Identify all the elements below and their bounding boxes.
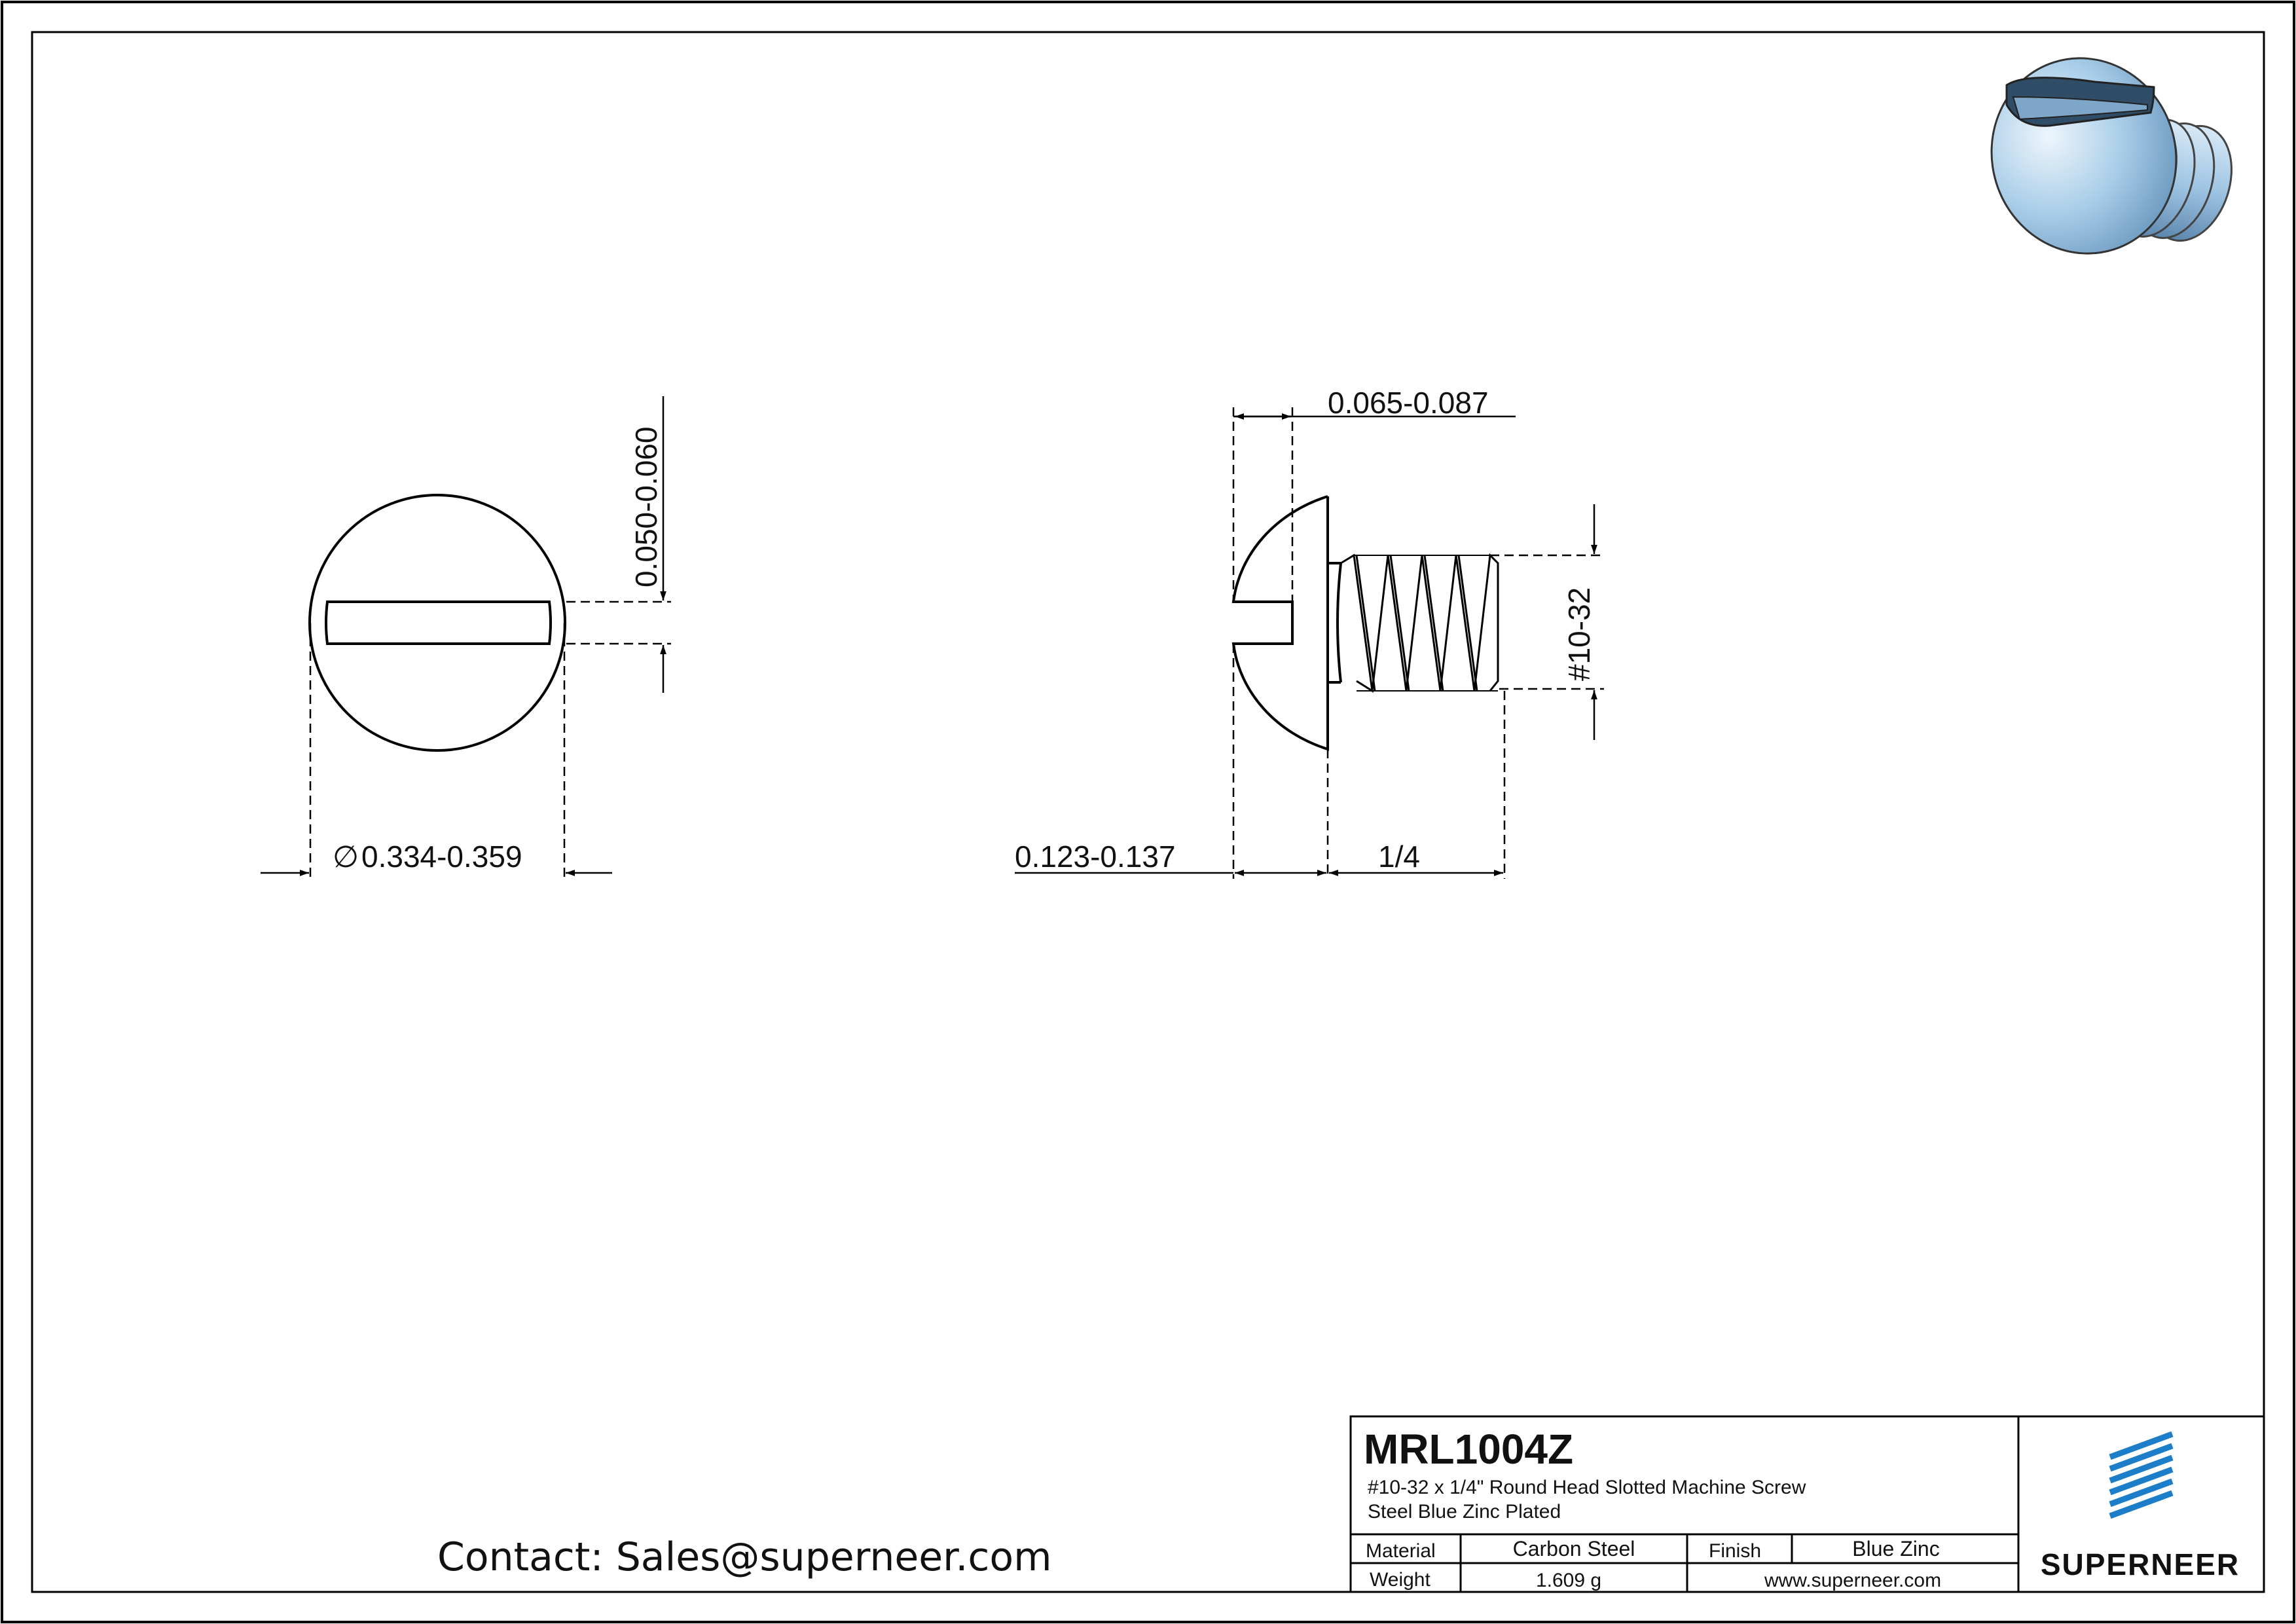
weight-value: 1.609 g bbox=[1535, 1570, 1602, 1591]
top-view bbox=[310, 495, 565, 750]
slot-outline bbox=[326, 602, 551, 644]
head-circle bbox=[310, 495, 565, 750]
thread-flanks bbox=[1341, 555, 1498, 691]
thread-start bbox=[1338, 563, 1341, 682]
description-line-1: #10-32 x 1/4" Round Head Slotted Machine Screw bbox=[1368, 1477, 1806, 1498]
thread-label: #10-32 bbox=[1562, 587, 1596, 681]
inner-border bbox=[32, 32, 2264, 1592]
length-label: 1/4 bbox=[1378, 840, 1420, 874]
material-value: Carbon Steel bbox=[1512, 1537, 1635, 1560]
material-label: Material bbox=[1366, 1540, 1436, 1562]
diameter-symbol: ∅ bbox=[333, 840, 359, 874]
weight-label: Weight bbox=[1370, 1569, 1430, 1591]
slot-width-label: 0.065-0.087 bbox=[1328, 386, 1489, 420]
brand-name: SUPERNEER bbox=[2040, 1547, 2240, 1581]
website-link[interactable]: www.superneer.com bbox=[1764, 1570, 1942, 1591]
screw-3d-render bbox=[1966, 34, 2245, 278]
description-line-2: Steel Blue Zinc Plated bbox=[1368, 1501, 1561, 1522]
contact-text: Contact: Sales@superneer.com bbox=[437, 1534, 1052, 1580]
finish-value: Blue Zinc bbox=[1852, 1537, 1940, 1560]
head-height-label: 0.123-0.137 bbox=[1015, 840, 1176, 874]
finish-label: Finish bbox=[1709, 1540, 1762, 1562]
head-diameter-label: 0.334-0.359 bbox=[361, 840, 522, 874]
part-number: MRL1004Z bbox=[1364, 1426, 1574, 1473]
outer-border bbox=[2, 2, 2294, 1622]
screw-head-profile bbox=[1233, 496, 1328, 749]
side-view bbox=[1233, 496, 1498, 749]
superneer-logo-icon bbox=[2110, 1434, 2172, 1516]
slot-width-dimension bbox=[1233, 407, 1516, 602]
slot-depth-label: 0.050-0.060 bbox=[629, 426, 663, 587]
